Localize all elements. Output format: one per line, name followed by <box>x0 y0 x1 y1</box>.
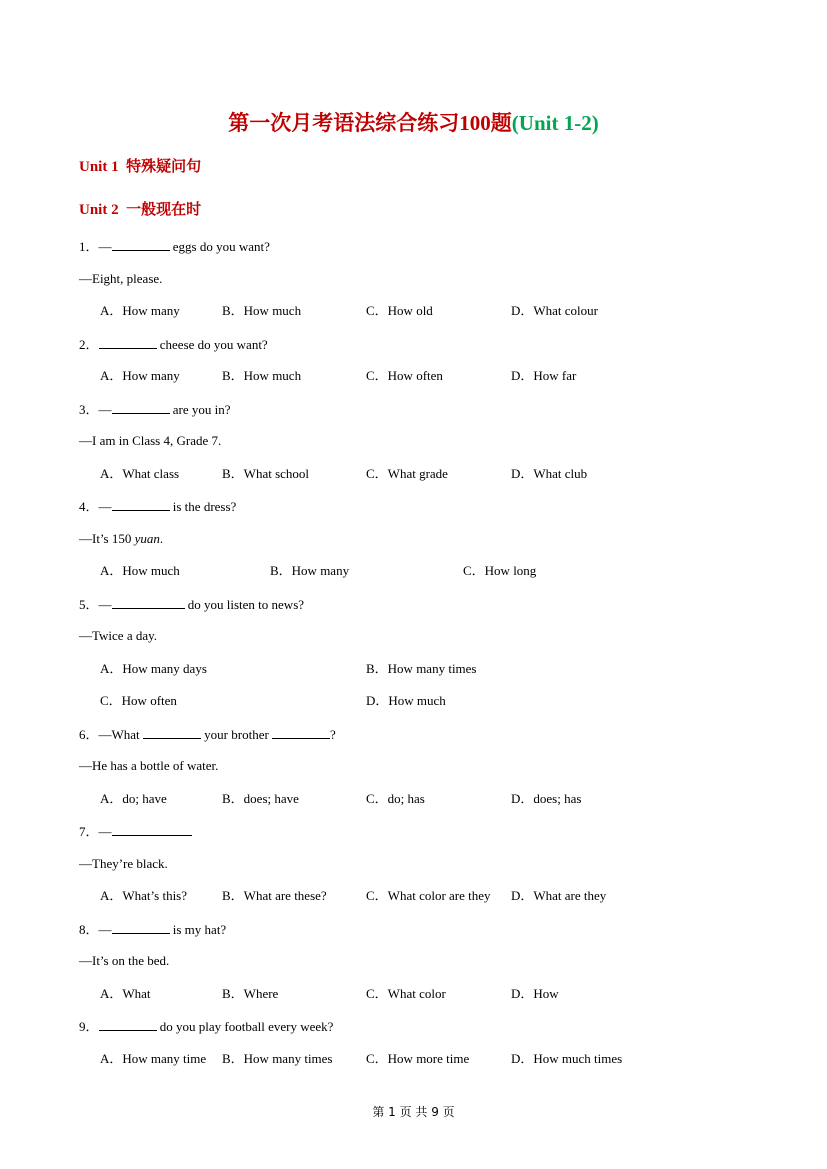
question-prefix: — <box>98 499 112 514</box>
question-text: ? <box>330 727 336 742</box>
answer-blank <box>112 920 170 934</box>
title-unit: (Unit 1-2) <box>511 111 599 135</box>
question-9 <box>79 1017 333 1036</box>
option-d: D．What are they <box>511 888 607 903</box>
question-text: do you listen to news? <box>184 597 305 612</box>
page-footer: 第 1 页 共 9 页 <box>372 1105 455 1119</box>
answer-blank <box>112 497 170 511</box>
question-prefix: — <box>98 402 112 417</box>
question-prefix: — <box>98 239 112 254</box>
option-b: B．How much <box>222 303 302 318</box>
option-b: B．How many <box>270 563 350 578</box>
question-prefix: —What <box>98 727 143 742</box>
answer-blank <box>112 400 170 414</box>
option-c: C．What color <box>366 986 446 1001</box>
question-text: cheese do you want? <box>156 337 268 352</box>
option-c: C．do; has <box>366 791 425 806</box>
option-b: B．What are these? <box>222 888 327 903</box>
option-d: D．How much <box>366 693 446 708</box>
unit-topic: 特殊疑问句 <box>126 159 202 175</box>
question-text: is my hat? <box>169 922 227 937</box>
question-text: is the dress? <box>169 499 237 514</box>
answer-blank <box>272 725 330 739</box>
question-number: 8． <box>79 922 99 937</box>
question-5-reply: —Twice a day. <box>79 628 158 643</box>
question-2 <box>79 335 268 354</box>
answer-blank <box>143 725 201 739</box>
reply-end: . <box>159 531 164 546</box>
option-a: A．How many time <box>100 1051 207 1066</box>
question-prefix: — <box>98 824 112 839</box>
answer-blank <box>112 237 170 251</box>
option-c: C．How often <box>100 693 177 708</box>
option-a: A．do; have <box>100 791 167 806</box>
unit-1-heading <box>79 157 201 177</box>
question-number: 5． <box>79 597 99 612</box>
question-number: 3． <box>79 402 99 417</box>
question-8 <box>79 920 226 939</box>
option-a: A．How much <box>100 563 180 578</box>
question-prefix: — <box>98 597 112 612</box>
question-number: 7． <box>79 824 99 839</box>
option-d: D．What colour <box>511 303 599 318</box>
option-c: C．How often <box>366 368 443 383</box>
answer-blank <box>99 1017 157 1031</box>
question-text: are you in? <box>169 402 231 417</box>
option-b: B．How many times <box>366 661 477 676</box>
question-4-reply <box>79 530 163 548</box>
option-a: A．How many <box>100 368 180 383</box>
option-b: B．What school <box>222 466 310 481</box>
question-number: 4． <box>79 499 99 514</box>
option-a: A．What class <box>100 466 180 481</box>
question-3 <box>79 400 231 419</box>
question-3-reply: —I am in Class 4, Grade 7. <box>79 433 222 448</box>
question-number: 2． <box>79 337 99 352</box>
answer-blank <box>112 595 185 609</box>
question-1-reply: —Eight, please. <box>79 271 163 286</box>
option-a: A．What <box>100 986 151 1001</box>
option-c: C．How long <box>463 563 537 578</box>
reply-text: —It’s 150 <box>79 531 135 546</box>
question-number: 1． <box>79 239 99 254</box>
option-a: A．How many days <box>100 661 207 676</box>
option-c: C．What color are they <box>366 888 491 903</box>
option-c: C．How more time <box>366 1051 470 1066</box>
answer-blank <box>112 822 192 836</box>
option-b: B．Where <box>222 986 279 1001</box>
option-c: C．How old <box>366 303 433 318</box>
question-8-reply: —It’s on the bed. <box>79 953 170 968</box>
question-prefix: — <box>98 922 112 937</box>
title-main: 第一次月考语法综合练习100题 <box>228 111 512 135</box>
answer-blank <box>99 335 157 349</box>
question-7-reply: —They’re black. <box>79 856 168 871</box>
question-number: 6． <box>79 727 99 742</box>
option-b: B．How many times <box>222 1051 333 1066</box>
option-d: D．How much times <box>511 1051 623 1066</box>
unit-label: Unit 1 <box>79 159 119 175</box>
question-5 <box>79 595 304 614</box>
option-b: B．How much <box>222 368 302 383</box>
option-d: D．How far <box>511 368 577 383</box>
question-6-reply: —He has a bottle of water. <box>79 758 219 773</box>
option-d: D．does; has <box>511 791 582 806</box>
option-d: D．What club <box>511 466 588 481</box>
option-a: A．What’s this? <box>100 888 188 903</box>
question-text: eggs do you want? <box>169 239 270 254</box>
reply-italic: yuan <box>134 531 160 546</box>
unit-topic: 一般现在时 <box>126 202 202 218</box>
question-number: 9． <box>79 1019 99 1034</box>
unit-label: Unit 2 <box>79 202 119 218</box>
page-title <box>0 109 827 137</box>
question-4 <box>79 497 236 516</box>
question-1 <box>79 237 270 256</box>
question-middle: your brother <box>200 727 273 742</box>
question-7 <box>79 822 192 841</box>
option-c: C．What grade <box>366 466 448 481</box>
question-text: do you play football every week? <box>156 1019 334 1034</box>
option-d: D．How <box>511 986 559 1001</box>
option-a: A．How many <box>100 303 180 318</box>
question-6 <box>79 725 336 744</box>
option-b: B．does; have <box>222 791 299 806</box>
unit-2-heading <box>79 200 201 220</box>
